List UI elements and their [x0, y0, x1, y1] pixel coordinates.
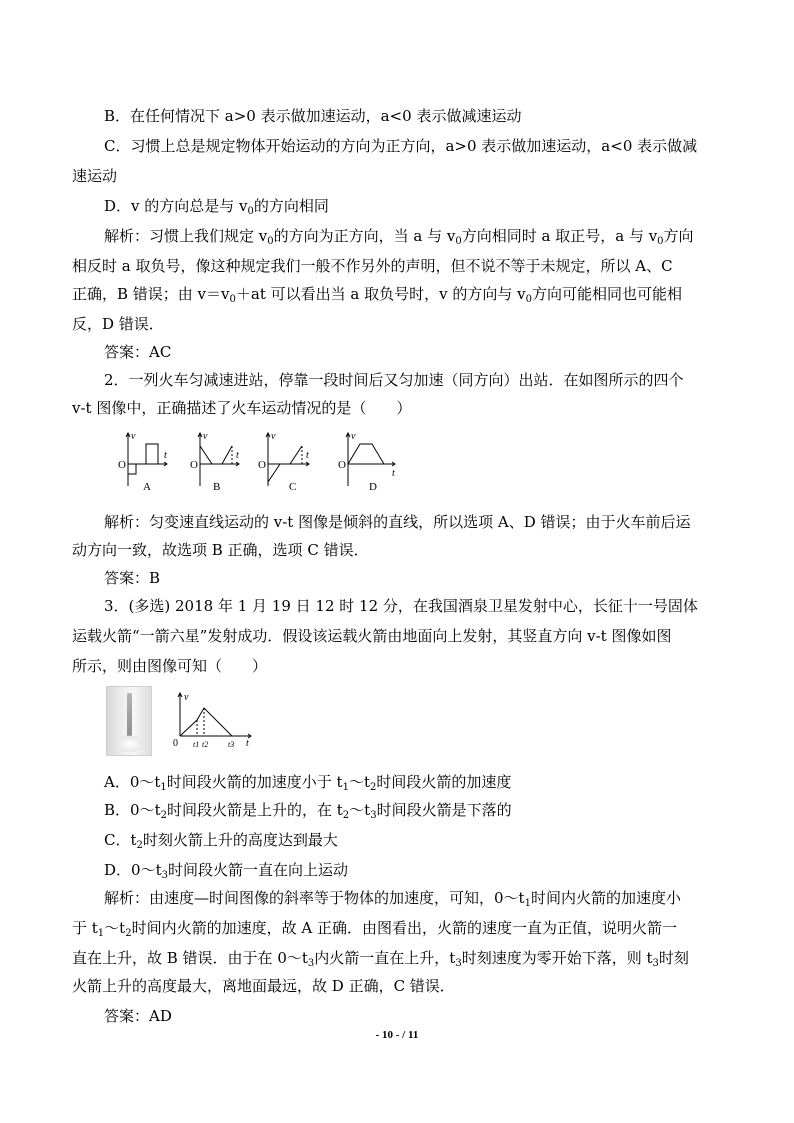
- rocket-origin: 0: [173, 738, 178, 749]
- analysis-3-line4: 火箭上升的高度最大，离地面最远，故 D 正确，C 错误．: [72, 977, 455, 995]
- rocket-curve: [180, 708, 232, 736]
- rocket-v-label: v: [184, 692, 189, 703]
- analysis-1-line3: 正确，B 错误；由 $v=v_0+at$ 可以看出当 a 取负号时，v 的方向与 $v_0$方向可能相同也可能相: [72, 285, 682, 305]
- analysis-3-line1: 解析：由速度—时间图像的斜率等于物体的加速度，可知，$0\sim t_1$时间内火箭的加速度小: [104, 889, 681, 909]
- graph-a-v-label: v: [131, 431, 136, 442]
- option-c-cont: 速运动: [72, 167, 118, 185]
- rocket-vt-graph: [170, 688, 256, 752]
- answer-3: 答案：AD: [104, 1007, 172, 1025]
- graph-c-v-label: v: [271, 431, 276, 442]
- option-3a: A．$0\sim t_1$时间段火箭的加速度小于 $t_1\sim t_2$时间段火箭的加速度: [104, 773, 512, 793]
- graph-b-curve: [200, 446, 232, 464]
- graph-c-caption: C: [289, 481, 297, 493]
- analysis-2-line2: 动方向一致，故选项 B 正确，选项 C 错误．: [72, 541, 369, 559]
- option-c-line: C．习惯上总是规定物体开始运动的方向为正方向，a>0 表示做加速运动，a<0 表示做减: [104, 137, 698, 155]
- analysis-1-line2: 相反时 a 取负号，像这种规定我们一般不作另外的声明，但不说不等于未规定，所以 A、C: [72, 257, 673, 275]
- graph-b-caption: B: [213, 481, 221, 493]
- analysis-1-line4: 反，D 错误．: [72, 315, 164, 333]
- rocket-smoke: [115, 735, 145, 753]
- rocket-shape: [127, 693, 132, 739]
- graph-a-caption: A: [143, 481, 151, 493]
- rocket-t1-label: t1: [193, 740, 200, 749]
- graph-d-curve: [348, 444, 384, 464]
- question-2-line1: 2．一列火车匀减速进站，停靠一段时间后又匀加速（同方向）出站．在如图所示的四个: [104, 371, 684, 389]
- option-3d: D．$0\sim t_3$时间段火箭一直在向上运动: [104, 861, 348, 881]
- graph-a-curve: [128, 444, 158, 474]
- analysis-3-line2: 于 $t_1\sim t_2$时间内火箭的加速度，故 A 正确．由图看出，火箭的速度一直为正值，说明火箭一: [72, 919, 677, 939]
- option-3c: C．$t_2$时刻火箭上升的高度达到最大: [104, 831, 338, 851]
- graph-d-t-label: t: [392, 468, 395, 479]
- analysis-1-line1: 解析：习惯上我们规定 $v_0$的方向为正方向，当 a 与 $v_0$方向相同时 a 取正号，a 与 $v_0$方向: [104, 227, 694, 247]
- graph-d-v-label: v: [351, 431, 356, 442]
- graph-d-origin: O: [338, 459, 346, 471]
- graph-c-origin: O: [258, 459, 266, 471]
- answer-1: 答案：AC: [104, 343, 172, 361]
- question-3-line3: 所示，则由图像可知（ ）: [72, 657, 268, 675]
- graph-a-t-label: t: [164, 450, 167, 461]
- analysis-2-line1: 解析：匀变速直线运动的 v-t 图像是倾斜的直线，所以选项 A、D 错误；由于火车前后运: [104, 513, 691, 531]
- question-2-line2: v-t 图像中，正确描述了火车运动情况的是（ ）: [72, 399, 412, 417]
- graph-b-origin: O: [190, 459, 198, 471]
- page-number: - 10 - / 11: [375, 1029, 419, 1041]
- graph-c-t-label: t: [306, 450, 309, 461]
- vt-graphs-figure: [114, 428, 404, 500]
- rocket-photo: [106, 686, 152, 756]
- graph-d-caption: D: [369, 481, 377, 493]
- option-b-line: B．在任何情况下 a>0 表示做加速运动，a<0 表示做减速运动: [104, 107, 522, 125]
- graph-b-t-label: t: [236, 450, 239, 461]
- question-3-line2: 运载火箭“一箭六星”发射成功．假设该运载火箭由地面向上发射，其竖直方向 v-t 图像如图: [72, 627, 672, 645]
- rocket-t3-label: t3: [228, 740, 235, 749]
- graph-a-origin: O: [118, 459, 126, 471]
- option-3b: B．$0\sim t_2$时间段火箭是上升的，在 $t_2\sim t_3$时间段火箭是下落的: [104, 801, 512, 821]
- rocket-t-label: t: [246, 738, 249, 749]
- answer-2: 答案：B: [104, 569, 161, 587]
- graph-b-v-label: v: [203, 431, 208, 442]
- analysis-3-line3: 直在上升，故 B 错误．由于在 $0\sim t_3$内火箭一直在上升，$t_3$时刻速度为零开始下落，则 $t_3$时刻: [72, 949, 689, 969]
- option-d-line: D．v 的方向总是与 $v_0$的方向相同: [104, 197, 329, 217]
- rocket-t2-label: t2: [202, 740, 209, 749]
- question-3-line1: 3．(多选) 2018 年 1 月 19 日 12 时 12 分，在我国酒泉卫星发射中心，长征十一号固体: [104, 597, 698, 615]
